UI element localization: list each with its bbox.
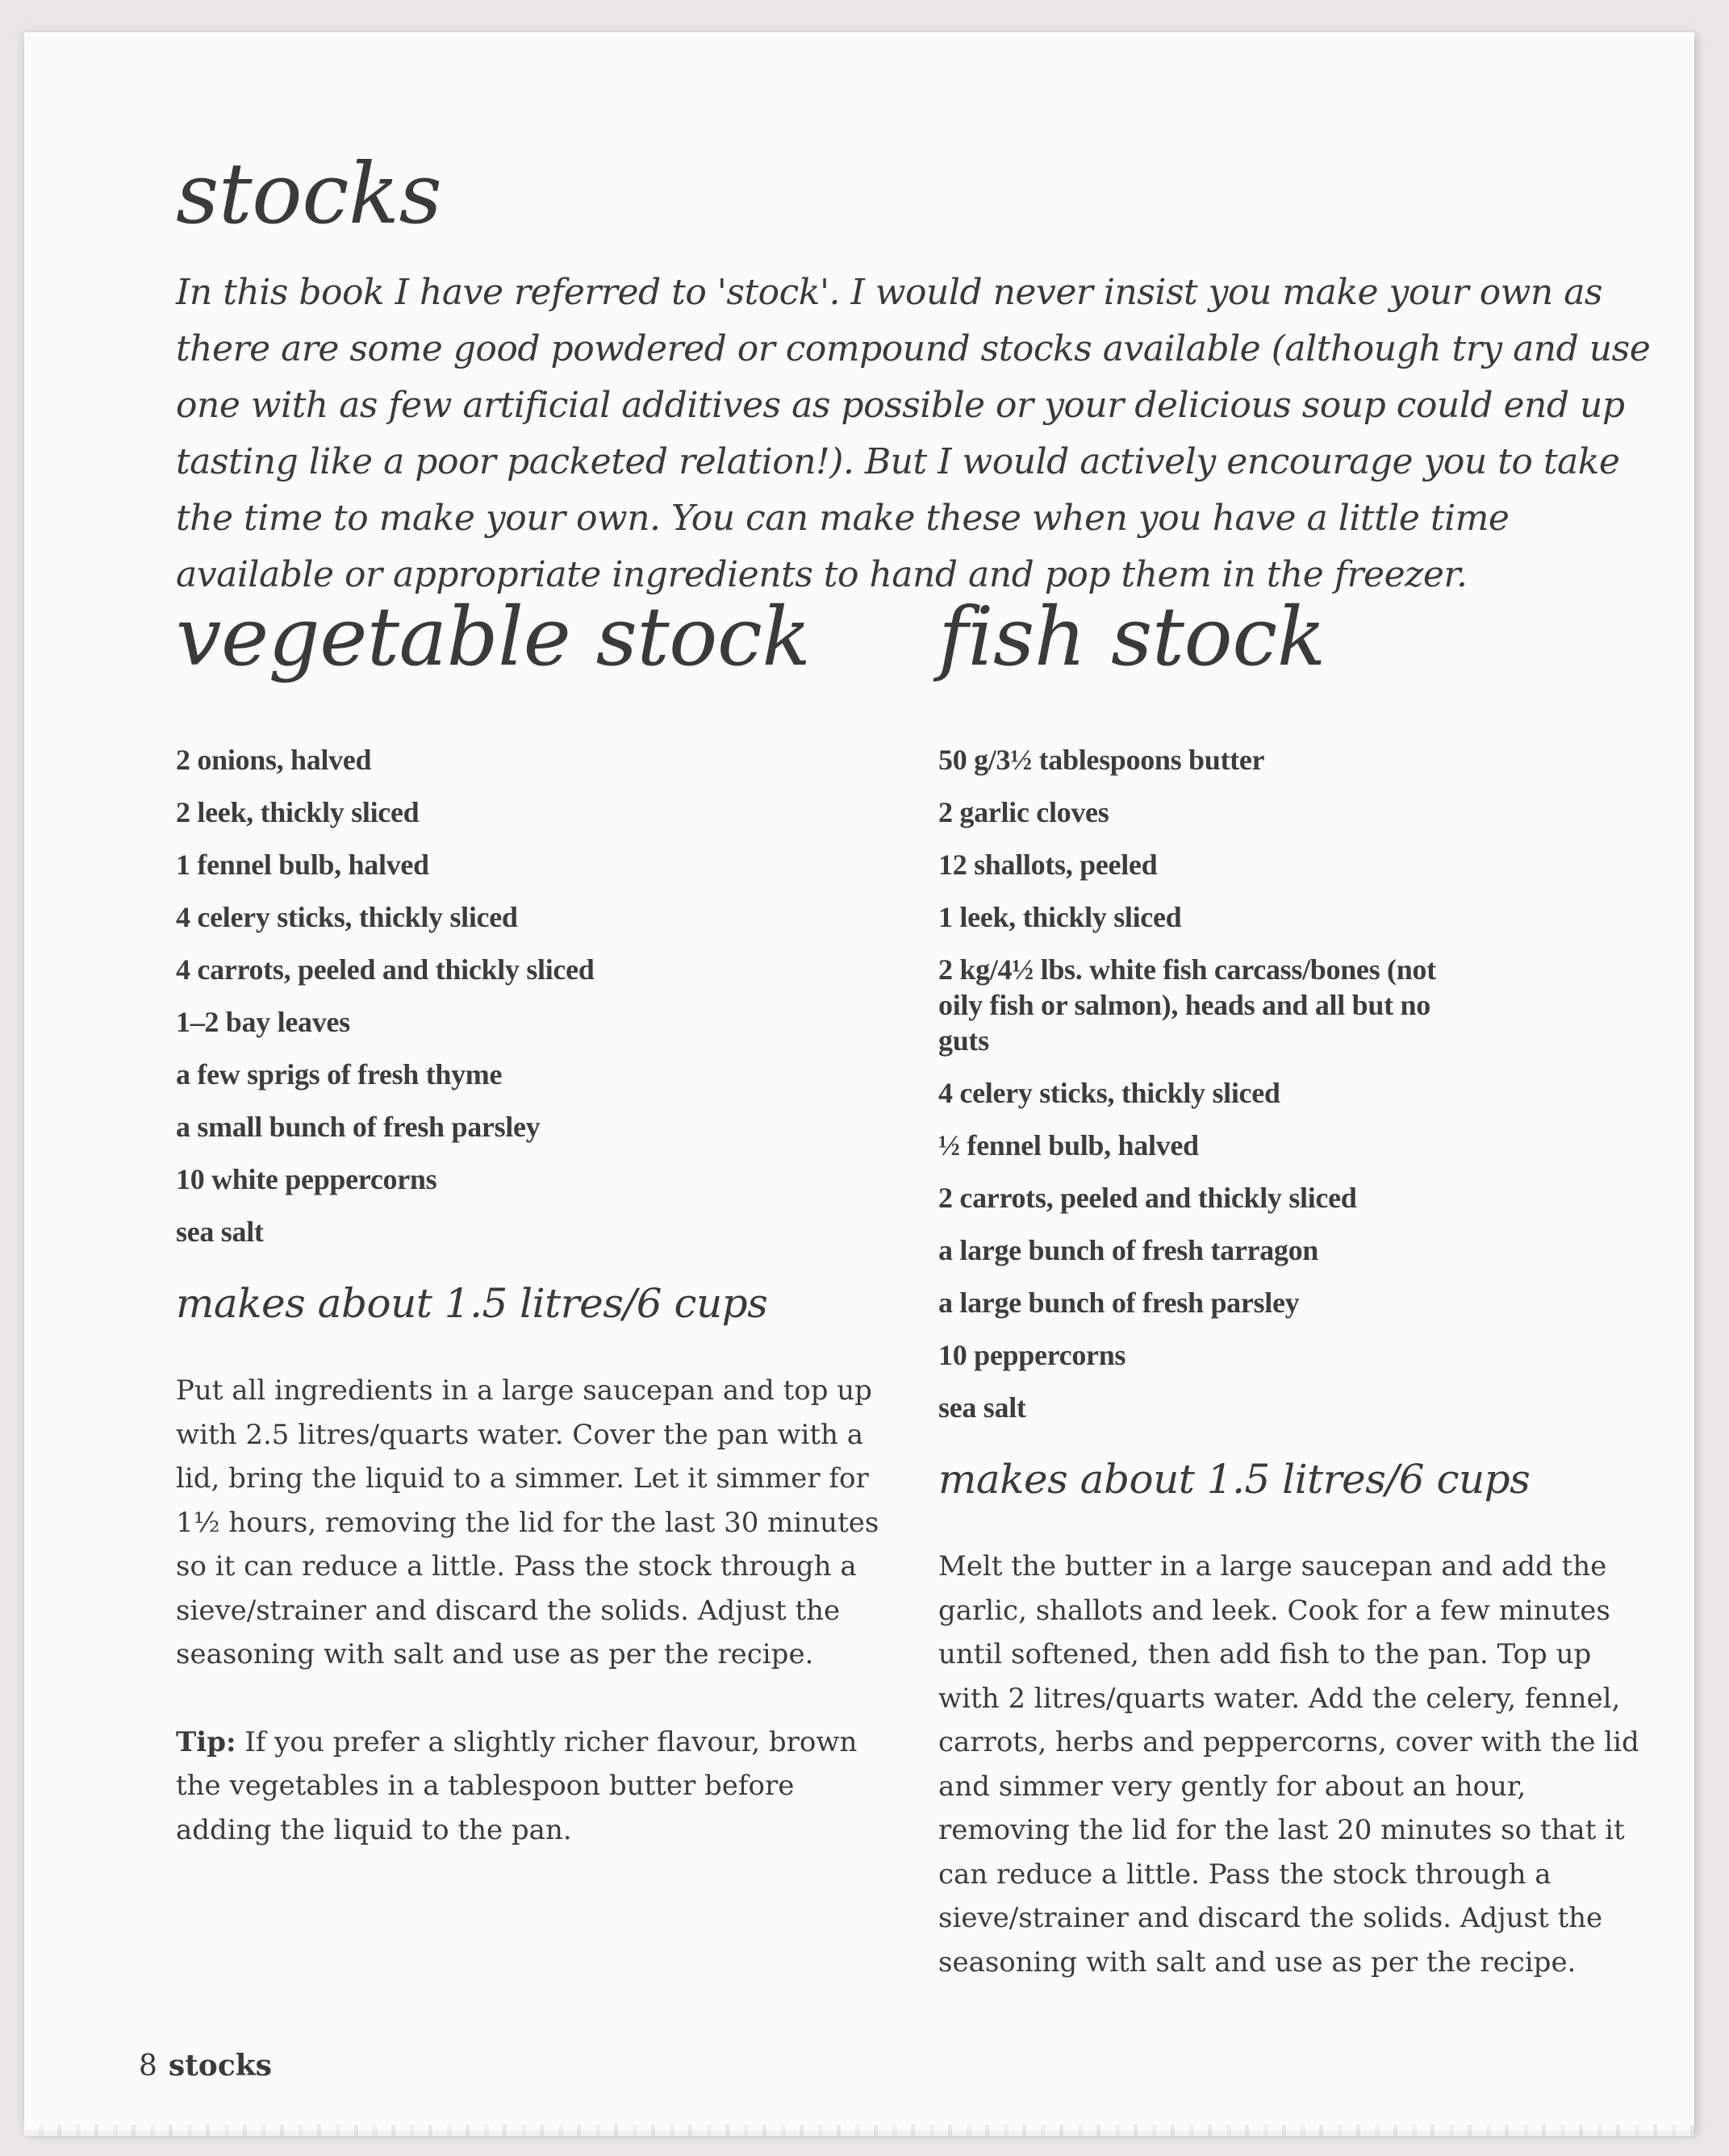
recipe-title: fish stock (938, 590, 1326, 684)
ingredient: 4 celery sticks, thickly sliced (176, 901, 518, 933)
ingredient-list (176, 742, 886, 1249)
recipe-yield: makes about 1.5 litres/6 cups (938, 1456, 1531, 1503)
ingredient: 1–2 bay leaves (176, 1006, 350, 1038)
fish-stock-recipe (938, 590, 1648, 1984)
tip-text: If you prefer a slightly richer flavour, brown the vegetables in a tablespoon butter before adding the liquid to the pan. (176, 1725, 858, 1846)
ingredient: 1 fennel bulb, halved (176, 849, 429, 881)
tip-label: Tip: (176, 1725, 236, 1758)
recipe-title: vegetable stock (176, 590, 811, 684)
recipe-method: Put all ingredients in a large saucepan and top up with 2.5 litres/quarts water. Cover the pan with a lid, bring the liquid to a simmer. Let it simmer for 1½ hours, removing the lid for the last 30 minutes so it can reduce a little. Pass the stock through a sieve/strainer and discard the solids. Adjust the seasoning with salt and use as per the recipe. (176, 1374, 879, 1670)
ingredient: sea salt (176, 1216, 264, 1248)
page-title: stocks (176, 144, 442, 243)
ingredient: a large bunch of fresh tarragon (938, 1234, 1319, 1266)
ingredient: sea salt (938, 1391, 1026, 1424)
page-number: 8 (139, 2050, 157, 2083)
ingredient: 12 shallots, peeled (938, 849, 1158, 881)
recipe-tip (176, 1720, 886, 1853)
ingredient: 1 leek, thickly sliced (938, 901, 1182, 933)
ingredient: 2 onions, halved (176, 744, 372, 776)
footer-section-title: stocks (168, 2049, 272, 2083)
ingredient: 2 kg/4½ lbs. white fish carcass/bones (not oily fish or salmon), heads and all but no guts (938, 953, 1436, 1057)
ingredient: 50 g/3½ tablespoons butter (938, 744, 1265, 776)
ingredient: a large bunch of fresh parsley (938, 1287, 1300, 1319)
page-footer (139, 2049, 272, 2083)
vegetable-stock-recipe (176, 590, 886, 1852)
ingredient: 10 white peppercorns (176, 1163, 437, 1195)
ingredient-list (938, 742, 1648, 1425)
ingredient: 2 carrots, peeled and thickly sliced (938, 1182, 1357, 1214)
recipe-method: Melt the butter in a large saucepan and add the garlic, shallots and leek. Cook for a few minutes until softened, then add fish to the pan. Top up with 2 litres/quarts water. Add the celery, fennel, carrots, herbs and peppercorns, cover with the lid and simmer very gently for about an hour, removing the lid for the last 20 minutes so that it can reduce a little. Pass the stock through a sieve/strainer and discard the solids. Adjust the seasoning with salt and use as per the recipe. (938, 1550, 1639, 1979)
ingredient: 2 garlic cloves (938, 796, 1109, 828)
recipe-yield: makes about 1.5 litres/6 cups (176, 1280, 768, 1327)
ingredient: 2 leek, thickly sliced (176, 796, 420, 828)
intro-paragraph: In this book I have referred to 'stock'. I would never insist you make your own as there are some good powdered or compound stocks available (although try and use one with as few artificial additives as possible or your delicious soup could end up tasting like a poor packeted relation!). But I would actively encourage you to take the time to make your own. You can make these when you have a little time available or appropriate ingredients to hand and pop them in the freezer. (176, 272, 1651, 595)
ingredient: 10 peppercorns (938, 1339, 1126, 1371)
page (24, 32, 1694, 2132)
ingredient: a small bunch of fresh parsley (176, 1111, 541, 1143)
ingredient: 4 celery sticks, thickly sliced (938, 1077, 1280, 1109)
ingredient: a few sprigs of fresh thyme (176, 1058, 503, 1091)
ingredient: ½ fennel bulb, halved (938, 1129, 1199, 1161)
ingredient: 4 carrots, peeled and thickly sliced (176, 953, 595, 986)
